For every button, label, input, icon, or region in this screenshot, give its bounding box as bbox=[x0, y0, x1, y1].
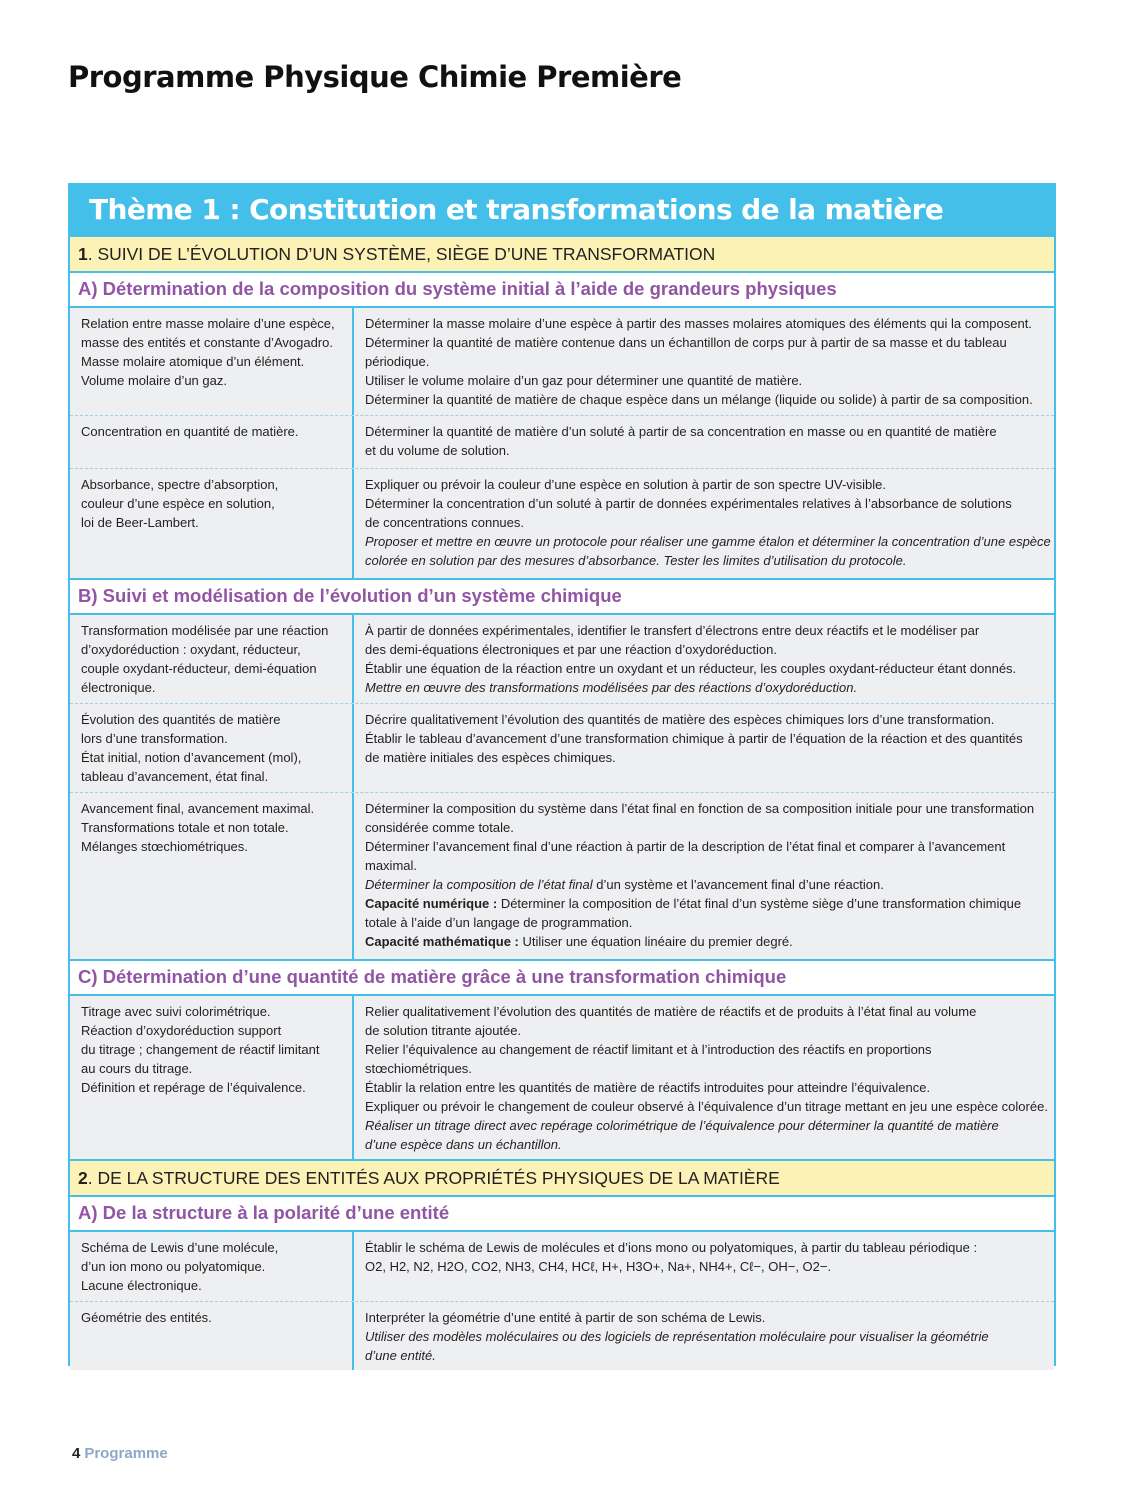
capacite-line: considérée comme totale. bbox=[365, 820, 514, 835]
capacite-line: Déterminer la masse molaire d’une espèce à partir des masses molaires atomiques des éléments qui la composent. bbox=[365, 316, 1032, 331]
capacites-cell bbox=[354, 416, 1054, 468]
notion-line: d’un ion mono ou polyatomique. bbox=[81, 1259, 266, 1274]
capacite-line: de concentrations connues. bbox=[365, 515, 524, 530]
capacites-cell bbox=[354, 615, 1054, 703]
table-row bbox=[70, 792, 1054, 959]
notion-line: Masse molaire atomique d’un élément. bbox=[81, 354, 305, 369]
capacite-line: Déterminer la quantité de matière de chaque espèce dans un mélange (liquide ou solide) à partir de sa composition. bbox=[365, 392, 1033, 407]
numerique-line-2: totale à l’aide d’un langage de programmation. bbox=[365, 915, 633, 930]
section-a-title: A) Détermination de la composition du système initial à l’aide de grandeurs physiques bbox=[70, 271, 1054, 306]
capacite-line: Déterminer la quantité de matière d’un soluté à partir de sa concentration en masse ou en quantité de matière bbox=[365, 424, 997, 439]
table-row bbox=[70, 1301, 1054, 1370]
formula-list: O2, H2, N2, H2O, CO2, NH3, CH4, HCℓ, H+, H3O+, Na+, NH4+, Cℓ−, OH−, O2−. bbox=[365, 1259, 832, 1274]
theme-1-box bbox=[68, 183, 1056, 1366]
capacites-cell bbox=[354, 1232, 1054, 1301]
notion-line: lors d’une transformation. bbox=[81, 731, 228, 746]
activity-line: Réaliser un titrage direct avec repérage colorimétrique de l’équivalence pour déterminer la quantité de matière bbox=[365, 1118, 999, 1133]
notion-line: Transformation modélisée par une réaction bbox=[81, 623, 329, 638]
notion-line: Définition et repérage de l’équivalence. bbox=[81, 1080, 306, 1095]
table-row bbox=[70, 613, 1054, 703]
notion-line: d’oxydoréduction : oxydant, réducteur, bbox=[81, 642, 301, 657]
notion-line: au cours du titrage. bbox=[81, 1061, 193, 1076]
notion-line: couleur d’une espèce en solution, bbox=[81, 496, 275, 511]
activity-line: d’une entité. bbox=[365, 1348, 436, 1363]
capacite-line: Déterminer la composition du système dans l’état final en fonction de sa composition initiale pour une transformation bbox=[365, 801, 1035, 816]
notion-line: tableau d’avancement, état final. bbox=[81, 769, 269, 784]
capacite-line: Utiliser le volume molaire d’un gaz pour déterminer une quantité de matière. bbox=[365, 373, 803, 388]
notion-line: Lacune électronique. bbox=[81, 1278, 202, 1293]
capacite-line: Établir une équation de la réaction entre un oxydant et un réducteur, les couples oxydant-réducteur étant donnés. bbox=[365, 661, 1017, 676]
part-1-title: . SUIVI DE L’ÉVOLUTION D’UN SYSTÈME, SIÈGE D’UNE TRANSFORMATION bbox=[87, 244, 716, 264]
table-row bbox=[70, 703, 1054, 792]
notion-line: Absorbance, spectre d’absorption, bbox=[81, 477, 279, 492]
capacite-line: Expliquer ou prévoir le changement de couleur observé à l’équivalence d’un titrage mettant en jeu une espèce colorée. bbox=[365, 1099, 1048, 1114]
math-line bbox=[365, 932, 1046, 951]
capacite-line: Déterminer l’avancement final d’une réaction à partir de la description de l’état final et comparer à l’avancement bbox=[365, 839, 1006, 854]
capacites-cell bbox=[354, 1302, 1054, 1370]
notions-cell bbox=[70, 469, 354, 578]
capacite-line: Interpréter la géométrie d’une entité à partir de son schéma de Lewis. bbox=[365, 1310, 766, 1325]
part-1-heading bbox=[70, 235, 1054, 271]
page-footer bbox=[72, 1445, 168, 1462]
activity-line bbox=[365, 875, 1046, 894]
table-row bbox=[70, 306, 1054, 415]
capacite-line: À partir de données expérimentales, identifier le transfert d’électrons entre deux réactifs et le modéliser par bbox=[365, 623, 980, 638]
page-title: Programme Physique Chimie Première bbox=[68, 60, 682, 94]
section-c-title: C) Détermination d’une quantité de matière grâce à une transformation chimique bbox=[70, 959, 1054, 994]
capacite-line: Expliquer ou prévoir la couleur d’une espèce en solution à partir de son spectre UV-visible. bbox=[365, 477, 887, 492]
table-row bbox=[70, 994, 1054, 1159]
activity-normal: d’un système et l’avancement final d’une réaction. bbox=[592, 877, 884, 892]
notion-line: Géométrie des entités. bbox=[81, 1310, 212, 1325]
capacite-line: de solution titrante ajoutée. bbox=[365, 1023, 522, 1038]
activity-line: Proposer et mettre en œuvre un protocole pour réaliser une gamme étalon et déterminer la concentration d’une espèce bbox=[365, 534, 1051, 549]
notion-line: électronique. bbox=[81, 680, 156, 695]
part-2-number: 2 bbox=[78, 1168, 88, 1188]
notion-line: couple oxydant-réducteur, demi-équation bbox=[81, 661, 317, 676]
page-number: 4 bbox=[72, 1445, 81, 1462]
part-1-number: 1 bbox=[78, 244, 88, 264]
capacites-cell bbox=[354, 308, 1054, 415]
notions-cell bbox=[70, 308, 354, 415]
capacite-line: de matière initiales des espèces chimiques. bbox=[365, 750, 616, 765]
notion-line: Relation entre masse molaire d’une espèce, bbox=[81, 316, 335, 331]
notions-cell bbox=[70, 1302, 354, 1370]
capacite-line: maximal. bbox=[365, 858, 418, 873]
capacite-line: Établir la relation entre les quantités de matière de réactifs introduites pour atteindre l’équivalence. bbox=[365, 1080, 931, 1095]
capacite-line: Établir le schéma de Lewis de molécules et d’ions mono ou polyatomiques, à partir du tableau périodique : bbox=[365, 1240, 978, 1255]
capacite-line: Relier l’équivalence au changement de réactif limitant et à l’introduction des réactifs en proportions bbox=[365, 1042, 932, 1057]
notion-line: masse des entités et constante d’Avogadro. bbox=[81, 335, 333, 350]
activity-line: Utiliser des modèles moléculaires ou des logiciels de représentation moléculaire pour visualiser la géométrie bbox=[365, 1329, 989, 1344]
capacites-cell bbox=[354, 469, 1054, 578]
math-text: Utiliser une équation linéaire du premier degré. bbox=[518, 934, 793, 949]
capacites-cell bbox=[354, 704, 1054, 792]
notion-line: Titrage avec suivi colorimétrique. bbox=[81, 1004, 271, 1019]
notions-cell bbox=[70, 793, 354, 959]
notion-line: Schéma de Lewis d’une molécule, bbox=[81, 1240, 279, 1255]
notions-cell bbox=[70, 996, 354, 1159]
math-label: Capacité mathématique : bbox=[365, 934, 519, 949]
section-b-title: B) Suivi et modélisation de l’évolution d’un système chimique bbox=[70, 578, 1054, 613]
capacites-cell bbox=[354, 793, 1054, 959]
capacites-cell bbox=[354, 996, 1054, 1159]
capacite-line: Déterminer la concentration d’un soluté à partir de données expérimentales relatives à l’absorbance de solutions bbox=[365, 496, 1012, 511]
activity-line: Mettre en œuvre des transformations modélisées par des réactions d’oxydoréduction. bbox=[365, 680, 858, 695]
notion-line: loi de Beer-Lambert. bbox=[81, 515, 199, 530]
table-row bbox=[70, 415, 1054, 468]
capacite-line: et du volume de solution. bbox=[365, 443, 510, 458]
notion-line: Concentration en quantité de matière. bbox=[81, 424, 299, 439]
notion-line: Mélanges stœchiométriques. bbox=[81, 839, 248, 854]
capacite-line: Relier qualitativement l’évolution des quantités de matière de réactifs et de produits à l’état final au volume bbox=[365, 1004, 977, 1019]
theme-title: Thème 1 : Constitution et transformations de la matière bbox=[70, 185, 1054, 235]
table-row bbox=[70, 468, 1054, 578]
notions-cell bbox=[70, 416, 354, 468]
notion-line: Évolution des quantités de matière bbox=[81, 712, 281, 727]
notion-line: Transformations totale et non totale. bbox=[81, 820, 289, 835]
capacite-line: Établir le tableau d’avancement d’une transformation chimique à partir de l’équation de la réaction et des quantités bbox=[365, 731, 1023, 746]
activity-italic: Déterminer la composition de l’état final bbox=[365, 877, 593, 892]
numerique-line bbox=[365, 894, 1046, 913]
notions-cell bbox=[70, 704, 354, 792]
notion-line: Volume molaire d’un gaz. bbox=[81, 373, 227, 388]
activity-line: d’une espèce dans un échantillon. bbox=[365, 1137, 562, 1152]
notion-line: Réaction d’oxydoréduction support bbox=[81, 1023, 282, 1038]
capacite-line: Décrire qualitativement l’évolution des quantités de matière des espèces chimiques lors d’une transformation. bbox=[365, 712, 995, 727]
activity-line: colorée en solution par des mesures d’absorbance. Tester les limites d’utilisation du protocole. bbox=[365, 553, 907, 568]
notions-cell bbox=[70, 615, 354, 703]
part-2-heading bbox=[70, 1159, 1054, 1195]
notion-line: du titrage ; changement de réactif limitant bbox=[81, 1042, 320, 1057]
numerique-label: Capacité numérique : bbox=[365, 896, 498, 911]
notion-line: État initial, notion d’avancement (mol), bbox=[81, 750, 302, 765]
capacite-line: des demi-équations électroniques et par une réaction d’oxydoréduction. bbox=[365, 642, 777, 657]
notion-line: Avancement final, avancement maximal. bbox=[81, 801, 315, 816]
table-row bbox=[70, 1230, 1054, 1301]
footer-label: Programme bbox=[84, 1445, 168, 1462]
capacite-line: stœchiométriques. bbox=[365, 1061, 472, 1076]
capacite-line: Déterminer la quantité de matière contenue dans un échantillon de corps pur à partir de sa masse et du tableau bbox=[365, 335, 1007, 350]
part-2-title: . DE LA STRUCTURE DES ENTITÉS AUX PROPRIÉTÉS PHYSIQUES DE LA MATIÈRE bbox=[87, 1168, 780, 1188]
notions-cell bbox=[70, 1232, 354, 1301]
numerique-text: Déterminer la composition de l’état final d’un système siège d’une transformation chimique bbox=[497, 896, 1022, 911]
section-2a-title: A) De la structure à la polarité d’une entité bbox=[70, 1195, 1054, 1230]
capacite-line: périodique. bbox=[365, 354, 430, 369]
